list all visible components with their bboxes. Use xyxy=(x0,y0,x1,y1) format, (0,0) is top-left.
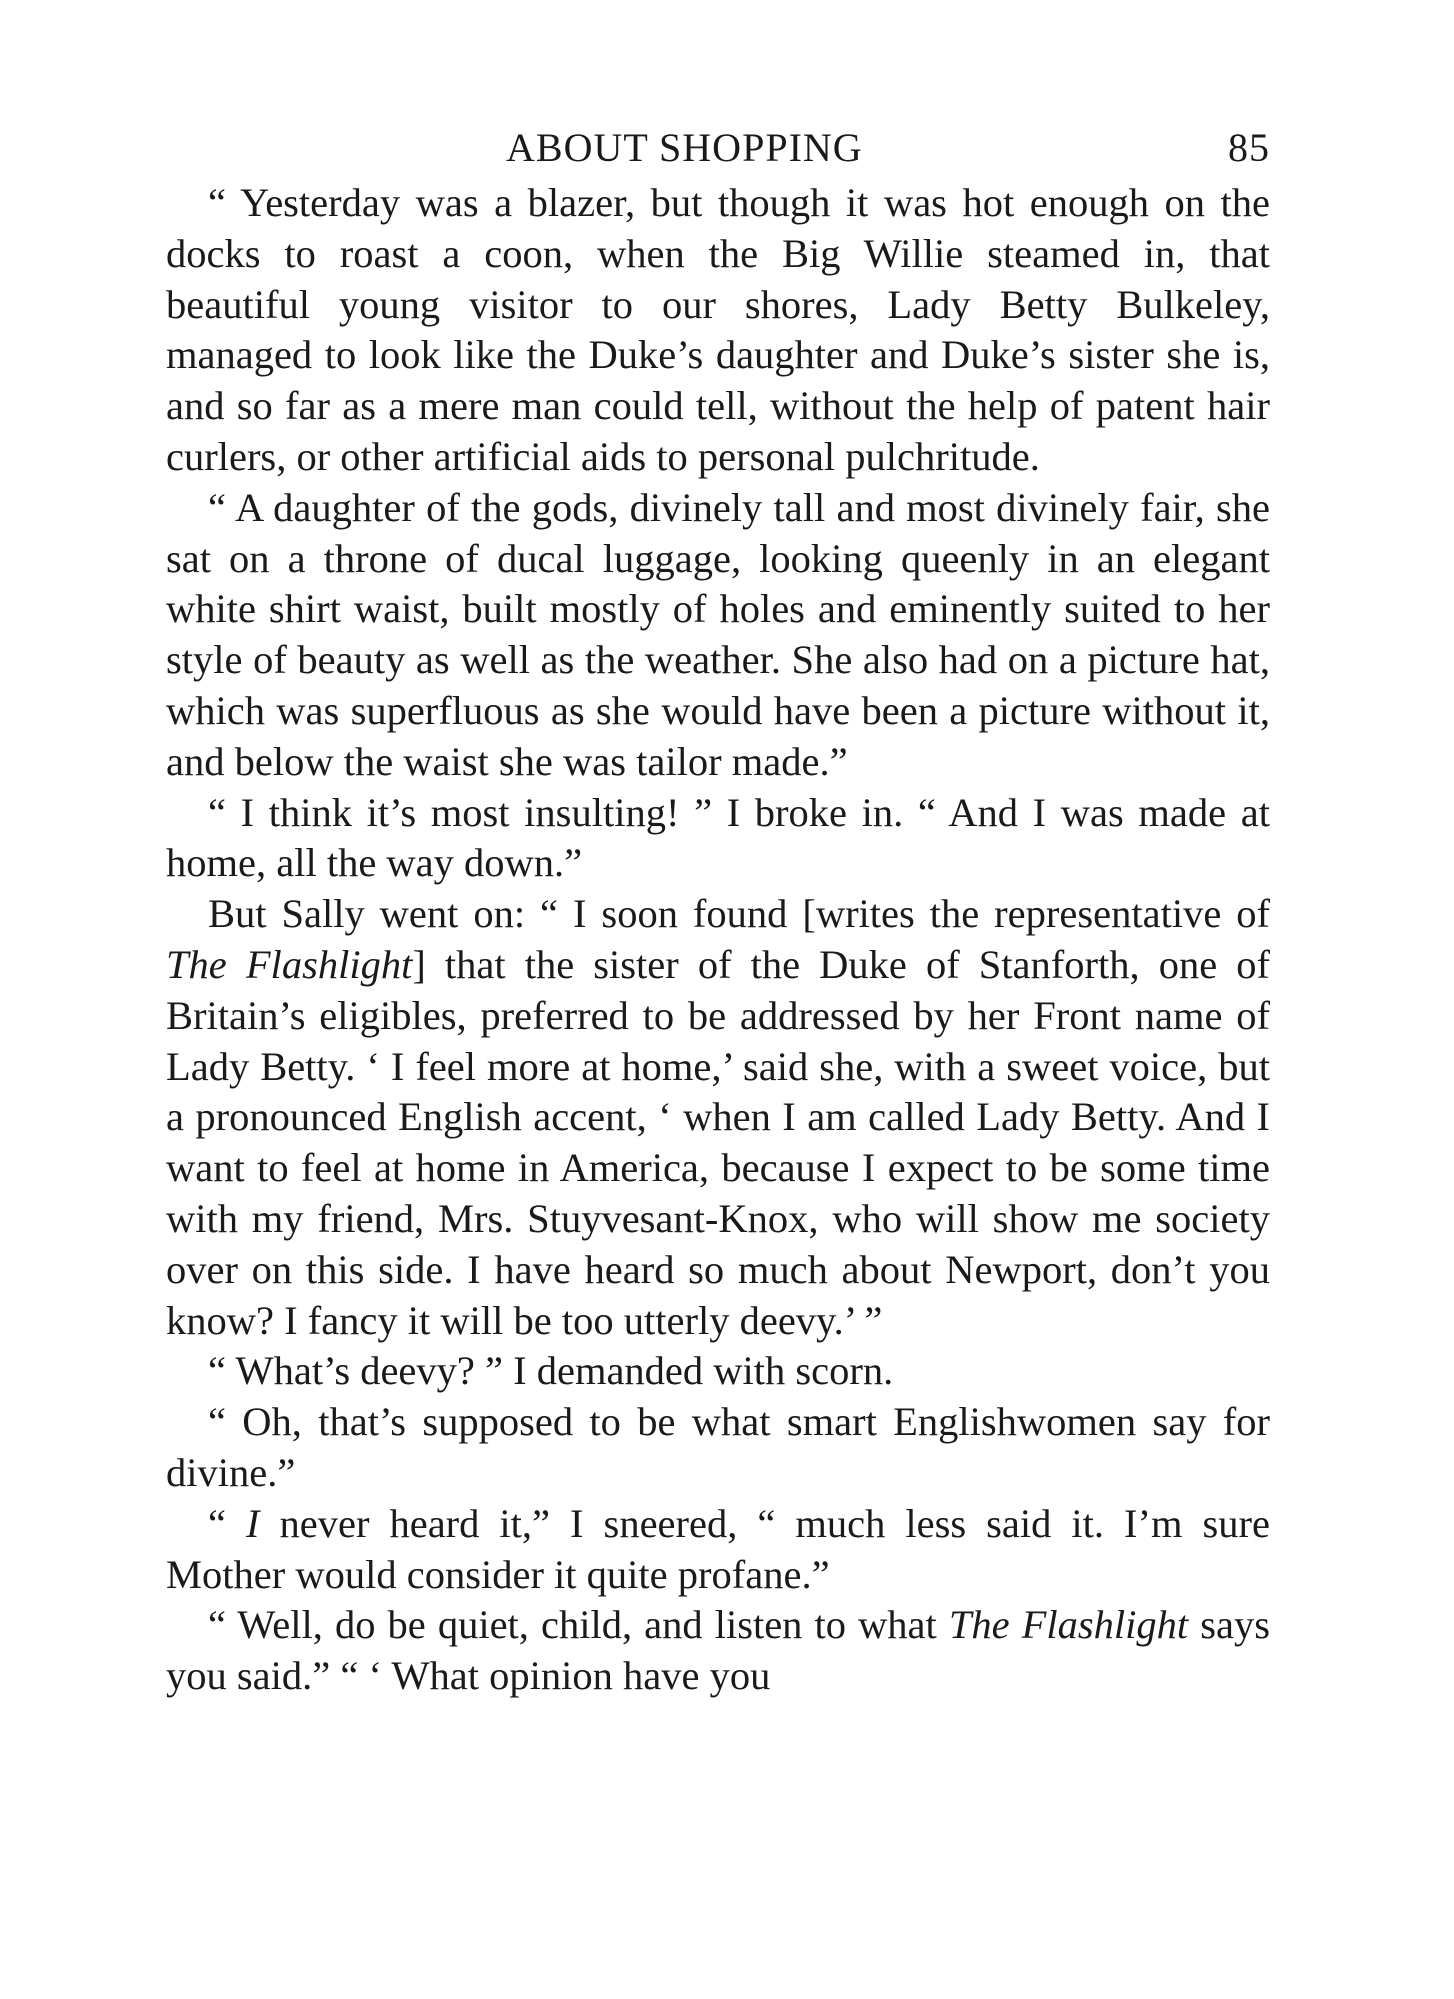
body-text xyxy=(166,178,1270,1702)
paragraph-text: “ Oh, that’s supposed to be what smart Englishwomen say for divine.” xyxy=(166,1399,1270,1495)
paragraph-text: “ What’s deevy? ” I demanded with scorn. xyxy=(208,1348,894,1394)
paragraph-5 xyxy=(166,1346,1270,1397)
paragraph-text: “ xyxy=(208,1500,246,1546)
paragraph-text: “ Yesterday was a blazer, but though it was hot enough on the docks to roast a coon, when the Big Willie steamed in, that beautiful young visitor to our shores, Lady Betty Bulkeley, managed to look like the Duke’s daughter and Duke’s sister she is, and so far as a mere man could tell, without the help of patent hair curlers, or other artificial aids to personal pulchritude. xyxy=(166,180,1270,479)
book-page xyxy=(166,124,1270,1702)
newspaper-title: The Flashlight xyxy=(948,1602,1189,1648)
paragraph-text: But Sally went on: “ I soon found [writes the representative of xyxy=(208,891,1270,937)
paragraph-6 xyxy=(166,1397,1270,1499)
paragraph-2 xyxy=(166,483,1270,788)
paragraph-text: “ A daughter of the gods, divinely tall and most divinely fair, she sat on a throne of ducal luggage, looking queenly in an elegant white shirt waist, built mostly of holes and eminently suited to her style of beauty as well as the weather. She also had on a picture hat, which was superfluous as she would have been a picture without it, and below the waist she was tailor made.” xyxy=(166,484,1270,784)
paragraph-text: ] that the sister of the Duke of Stanforth, one of Britain’s eligibles, preferred to be addressed by her Front name of Lady Betty. ‘ I feel more at home,’ said she, with a sweet voice, but a pronounced English accent, ‘ when I am called Lady Betty. And I want to feel at home in America, because I expect to be some time with my friend, Mrs. Stuyvesant-Knox, who will show me society over on this side. I have heard so much about Newport, don’t you know? I fancy it will be too utterly deevy.’ ” xyxy=(166,941,1270,1343)
paragraph-1 xyxy=(166,178,1270,483)
emphasis-text: I xyxy=(246,1500,260,1546)
paragraph-text: “ I think it’s most insulting! ” I broke in. “ And I was made at home, all the way down.” xyxy=(166,789,1270,886)
paragraph-3 xyxy=(166,788,1270,890)
paragraph-7 xyxy=(166,1499,1270,1601)
chapter-title: ABOUT SHOPPING xyxy=(506,125,863,170)
paragraph-text: never heard it,” I sneered, “ much less said it. I’m sure Mother would consider it quite profane.” xyxy=(166,1500,1270,1597)
page-number: 85 xyxy=(1228,125,1270,170)
paragraph-text: says you said.” “ ‘ What opinion have you xyxy=(166,1602,1270,1699)
running-head xyxy=(166,124,1270,178)
paragraph-4 xyxy=(166,889,1270,1346)
newspaper-title: The Flashlight xyxy=(166,941,413,987)
paragraph-text: “ Well, do be quiet, child, and listen to what xyxy=(208,1602,949,1648)
paragraph-8 xyxy=(166,1600,1270,1702)
